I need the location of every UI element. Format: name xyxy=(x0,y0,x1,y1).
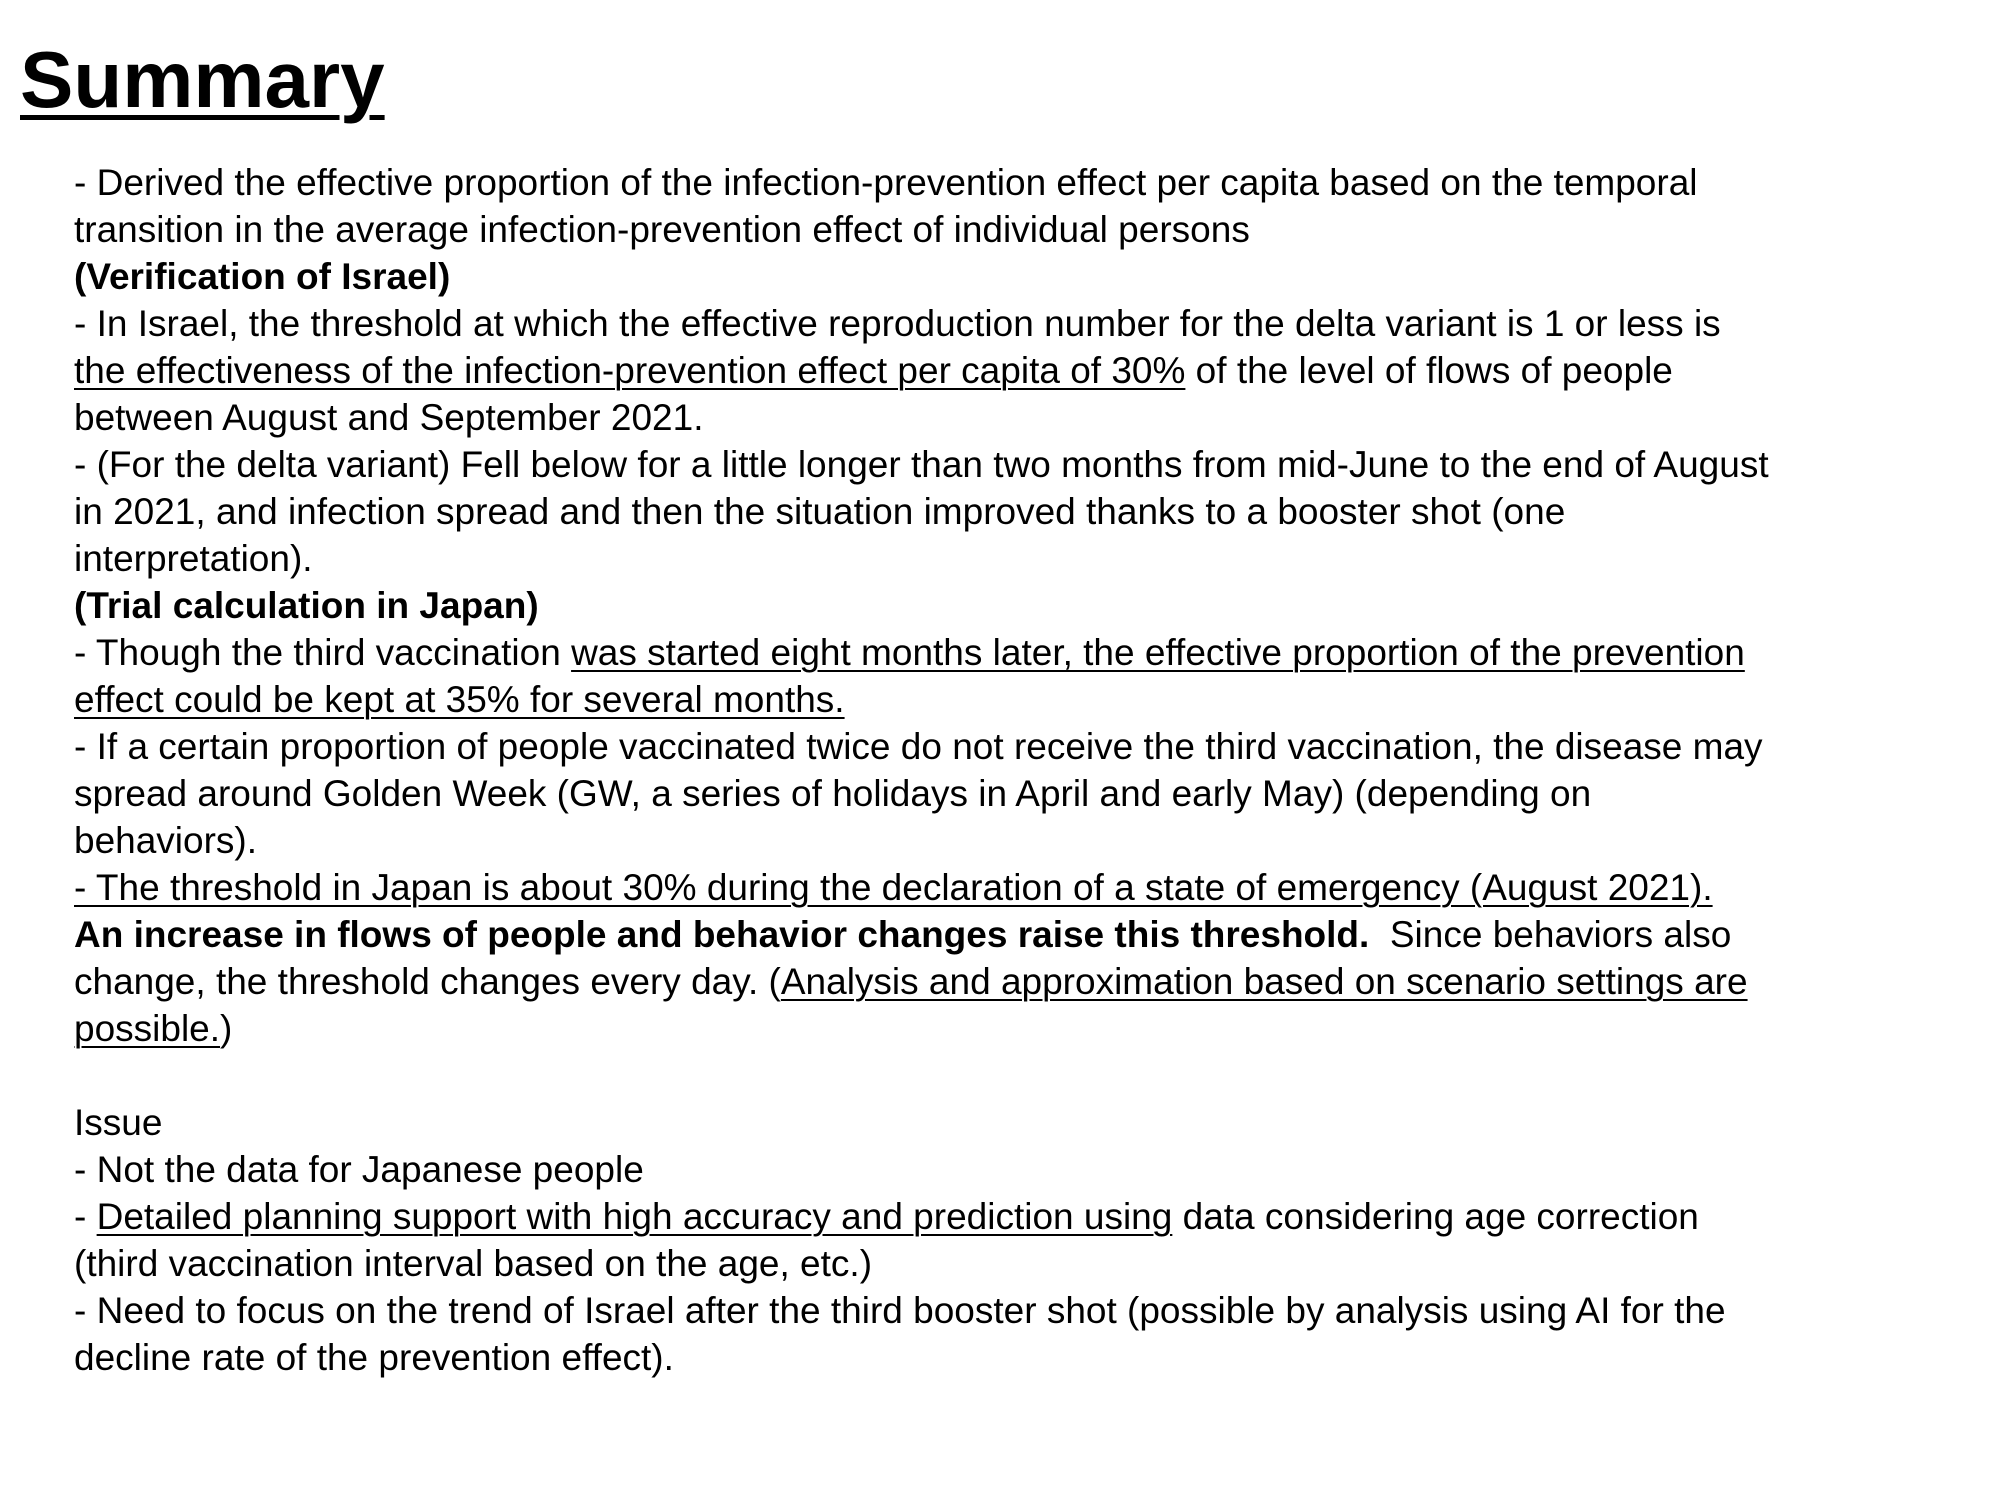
text-run: ) xyxy=(220,1008,233,1049)
text-run: between August and September 2021. xyxy=(74,397,704,438)
summary-body xyxy=(74,159,1974,1381)
text-run: - Though the third vaccination xyxy=(74,632,572,673)
text-run: - In Israel, the threshold at which the effective reproduction number for the delta variant is 1 or less is xyxy=(74,303,1721,344)
text-run: - Derived the effective proportion of the infection-prevention effect per capita based on the temporal xyxy=(74,162,1698,203)
underlined-text: Analysis and approximation based on scenario settings are xyxy=(780,961,1748,1002)
text-line xyxy=(74,488,1974,535)
underlined-text: Detailed planning support with high accuracy and prediction using xyxy=(96,1196,1173,1237)
text-run: interpretation). xyxy=(74,538,313,579)
blank-line xyxy=(74,1052,1974,1099)
text-run: - Need to focus on the trend of Israel after the third booster shot (possible by analysis using AI for the xyxy=(74,1290,1726,1331)
text-run: Since behaviors also xyxy=(1369,914,1732,955)
text-line xyxy=(74,300,1974,347)
text-run: behaviors). xyxy=(74,820,258,861)
text-line xyxy=(74,1146,1974,1193)
text-run: - Not the data for Japanese people xyxy=(74,1149,644,1190)
page-title: Summary xyxy=(20,35,385,124)
underlined-text: the effectiveness of the infection-prevention effect per capita of 30% xyxy=(74,350,1186,391)
underlined-text: possible. xyxy=(74,1008,221,1049)
text-line xyxy=(74,535,1974,582)
text-line xyxy=(74,629,1974,676)
text-line xyxy=(74,676,1974,723)
text-line xyxy=(74,1334,1974,1381)
text-line xyxy=(74,723,1974,770)
underlined-text: was started eight months later, the effective proportion of the prevention xyxy=(571,632,1745,673)
text-line xyxy=(74,347,1974,394)
text-line xyxy=(74,1005,1974,1052)
text-run: data considering age correction xyxy=(1172,1196,1699,1237)
text-line xyxy=(74,817,1974,864)
text-line xyxy=(74,394,1974,441)
text-line xyxy=(74,864,1974,911)
text-run: in 2021, and infection spread and then the situation improved thanks to a booster shot (one xyxy=(74,491,1566,532)
text-run: change, the threshold changes every day. ( xyxy=(74,961,781,1002)
text-line xyxy=(74,1287,1974,1334)
text-run: - (For the delta variant) Fell below for a little longer than two months from mid-June to the end of August xyxy=(74,444,1769,485)
text-run: of the level of flows of people xyxy=(1185,350,1673,391)
text-run: - xyxy=(74,1196,97,1237)
text-run: spread around Golden Week (GW, a series of holidays in April and early May) (depending on xyxy=(74,773,1592,814)
text-line xyxy=(74,958,1974,1005)
text-line xyxy=(74,441,1974,488)
section-heading-japan: (Trial calculation in Japan) xyxy=(74,585,539,626)
text-line xyxy=(74,911,1974,958)
text-line xyxy=(74,770,1974,817)
section-heading-issue: Issue xyxy=(74,1102,163,1143)
underlined-text: - The threshold in Japan is about 30% during the declaration of a state of emergency (August 2021). xyxy=(74,867,1713,908)
text-run: decline rate of the prevention effect). xyxy=(74,1337,674,1378)
text-line xyxy=(74,1240,1974,1287)
bold-text: An increase in flows of people and behavior changes raise this threshold. xyxy=(74,914,1370,955)
text-run: transition in the average infection-prevention effect of individual persons xyxy=(74,209,1250,250)
text-line xyxy=(74,159,1974,206)
text-line xyxy=(74,206,1974,253)
text-run: (third vaccination interval based on the age, etc.) xyxy=(74,1243,873,1284)
text-line xyxy=(74,1193,1974,1240)
underlined-text: effect could be kept at 35% for several months. xyxy=(74,679,845,720)
section-heading-israel: (Verification of Israel) xyxy=(74,256,451,297)
text-run: - If a certain proportion of people vaccinated twice do not receive the third vaccination, the disease may xyxy=(74,726,1763,767)
